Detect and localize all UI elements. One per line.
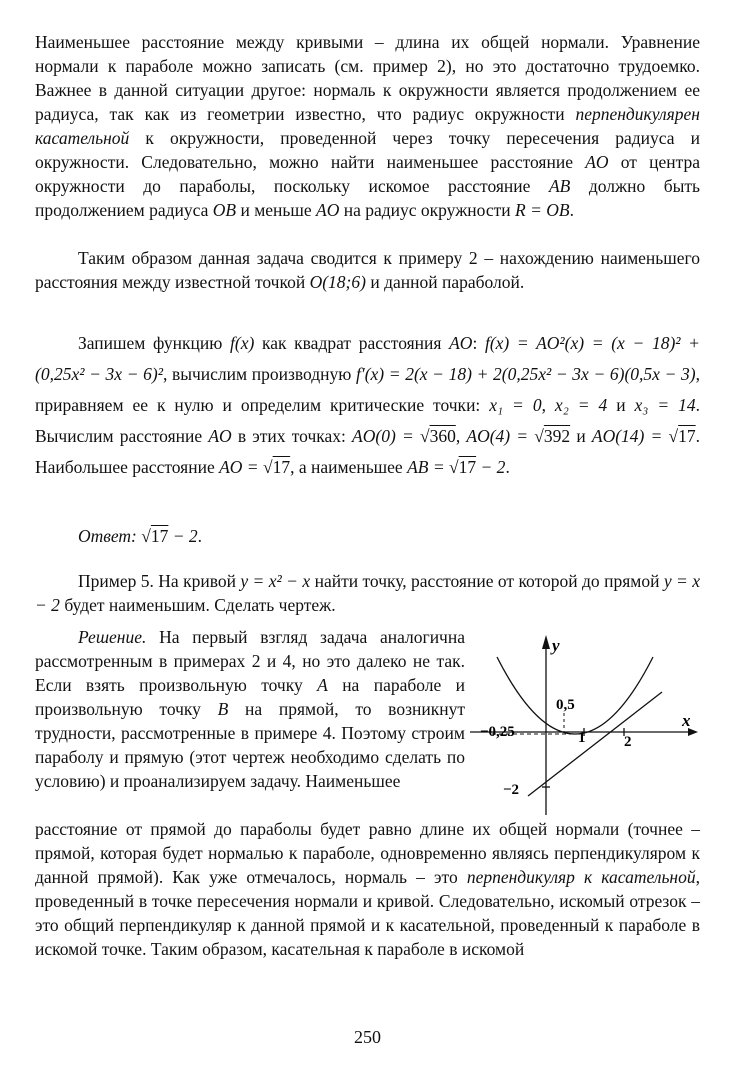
paragraph-1: Наименьшее расстояние между кривыми – длина их общей нормали. Уравнение нормали к параболе можно записать (см. пример 2), но это достаточно трудоемко. Важнее в данной ситуации другое: нормаль к окружности является продолжением ее радиуса, так как из геометрии известно, что радиус окружности перпендикулярен касательной к окружности, проведенной через точку пересечения радиуса и окружности. Следовательно, можно найти наименьшее расстояние AO от центра окружности до параболы, поскольку искомое расстояние AB должно быть продолжением радиуса OB и меньше AO на радиус окружности R = OB. (35, 32, 700, 220)
answer: Ответ: √17 − 2. (78, 526, 203, 546)
page-number: 250 (354, 1027, 381, 1047)
label-0-5: 0,5 (556, 697, 575, 713)
line-y-x-minus-2 (528, 692, 662, 796)
solution-text: Решение. На первый взгляд задача аналогична рассмотренным в примерах 2 и 4, но это далеко не так. Если взять произвольную точку A на параболе и произвольную точку B на прямой, то возникнут трудности, рассмотренные в примере 4. Поэтому строим параболу и прямую (этот чертеж необходимо сделать по условию) и проанализируем задачу. Наименьшее (35, 627, 466, 791)
x-axis-label: x (682, 711, 691, 730)
y-axis-arrow (542, 635, 550, 649)
label-minus-0-25: −0,25 (480, 724, 515, 740)
parabola-line-figure (470, 625, 700, 815)
solution-continuation: расстояние от прямой до параболы будет равно длине их общей нормали (точнее – прямой, которая будет нормалью к параболе, одновременно являясь перпендикуляром к данной прямой). Как уже отмечалось, нормаль – это перпендикуляр к касательной, проведенный в точке пересечения нормали и кривой. Следовательно, искомый отрезок – это общий перпендикуляр к данной прямой и к касательной, проведенный к параболе в искомой точке. Таким образом, касательная к параболе в искомой (35, 819, 700, 959)
paragraph-2: Таким образом данная задача сводится к примеру 2 – нахождению наименьшего расстояния между известной точкой O(18;6) и данной параболой. (35, 248, 700, 292)
label-minus-2: −2 (503, 782, 520, 798)
paragraph-3: Запишем функцию f(x) как квадрат расстояния AO: f(x) = AO²(x) = (x − 18)² + (0,25x² − 3x − 6)², вычислим производную f′(x) = 2(x − 18) + 2(0,25x² − 3x − 6)(0,5x − 3), приравняем ее к нулю и определим критические точки: x₁ = 0, x₂ = 4 и x₃ = 14. Вычислим расстояние AO в этих точках: AO(0) = √360, AO(4) = √392 и AO(14) = √17. Наибольшее расстояние AO = √17, а наименьшее AB = √17 − 2. (35, 333, 701, 477)
parabola-curve (497, 657, 653, 734)
example-5: Пример 5. На кривой y = x² − x найти точку, расстояние от которой до прямой y = x − 2 будет наименьшим. Сделать чертеж. (35, 571, 700, 615)
label-2: 2 (624, 734, 632, 750)
label-1: 1 (578, 730, 586, 746)
y-axis-label: y (552, 636, 560, 655)
